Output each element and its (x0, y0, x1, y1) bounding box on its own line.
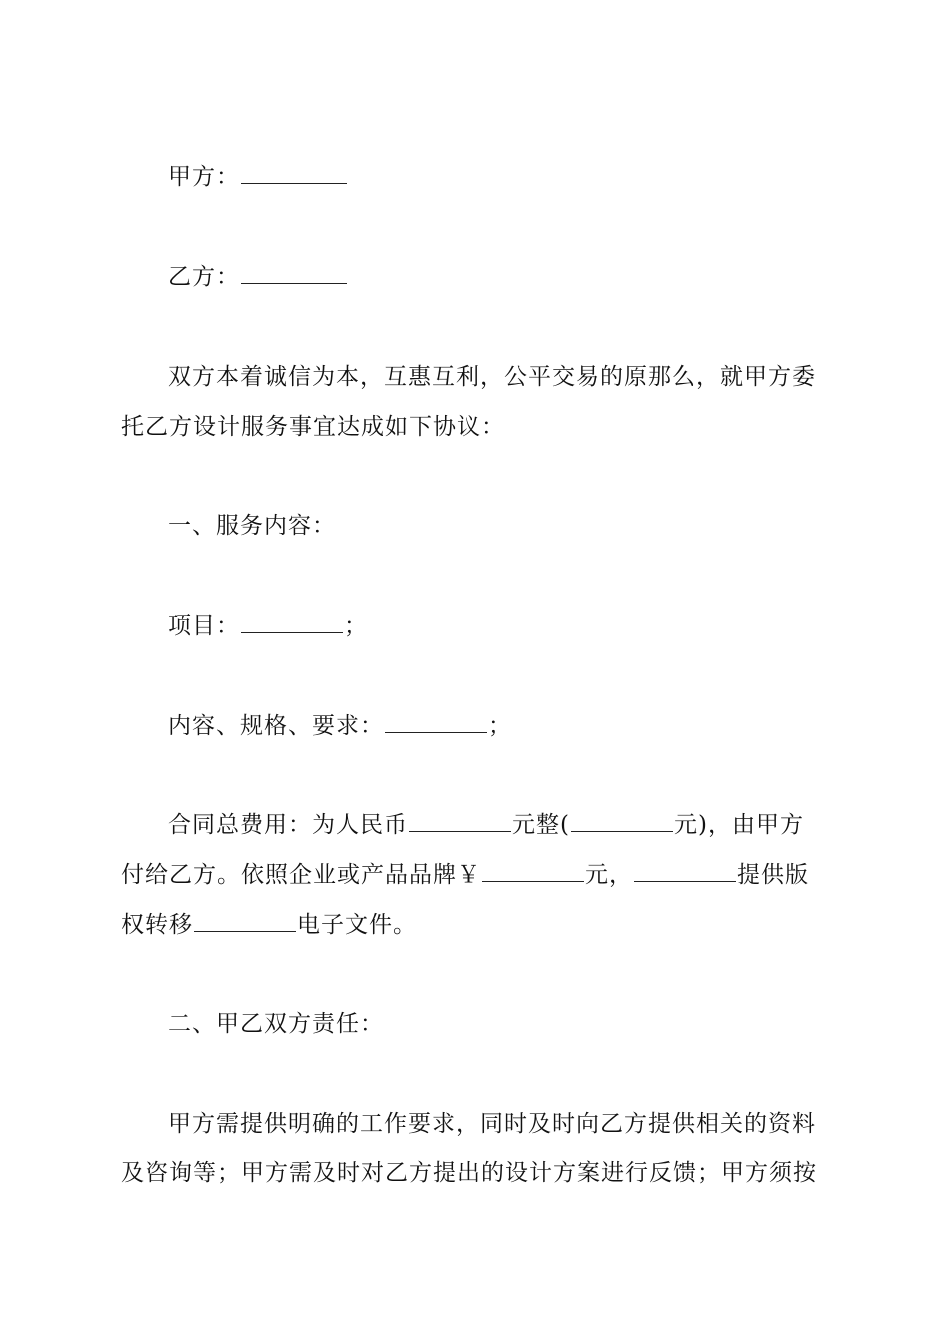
section2-heading: 二、甲乙双方责任： (168, 1011, 384, 1037)
party-a-line (168, 162, 348, 192)
spec-blank[interactable] (385, 712, 487, 733)
section1-heading: 一、服务内容： (168, 513, 336, 539)
provide-blank[interactable] (634, 861, 736, 882)
spec-line (168, 711, 512, 741)
resp-line-2: 及咨询等；甲方需及时对乙方提出的设计方案进行反馈；甲方须按 (121, 1160, 817, 1186)
fee-line2-b: 元， (585, 862, 633, 888)
party-a-label: 甲方： (168, 164, 240, 190)
intro-line-1: 双方本着诚信为本，互惠互利，公平交易的原那么，就甲方委 (168, 364, 816, 390)
fee-line3-b: 电子文件。 (297, 912, 417, 938)
party-b-blank[interactable] (241, 263, 347, 284)
fee-line1-b: 元整( (512, 812, 570, 838)
project-label: 项目： (168, 613, 240, 639)
fee-amount-blank[interactable] (571, 811, 673, 832)
fee-line-3 (121, 910, 417, 940)
party-b-label: 乙方： (168, 264, 240, 290)
spec-end: ； (488, 713, 512, 739)
project-blank[interactable] (241, 612, 343, 633)
project-end: ； (344, 613, 368, 639)
fee-line3-a: 权转移 (121, 912, 193, 938)
party-b-line (168, 262, 348, 292)
party-a-blank[interactable] (241, 163, 347, 184)
fee-line-2 (121, 860, 809, 890)
fee-line-1 (168, 810, 804, 840)
intro-line-2: 托乙方设计服务事宜达成如下协议： (121, 414, 505, 440)
fee-rmb-blank[interactable] (409, 811, 511, 832)
project-line (168, 611, 368, 641)
fee-line1-a: 合同总费用：为人民币 (168, 812, 408, 838)
resp-line-1: 甲方需提供明确的工作要求，同时及时向乙方提供相关的资料 (168, 1111, 816, 1137)
transfer-blank[interactable] (194, 911, 296, 932)
fee-line1-c: 元)，由甲方 (673, 812, 804, 838)
spec-label: 内容、规格、要求： (168, 713, 384, 739)
brand-fee-blank[interactable] (482, 861, 584, 882)
fee-line2-a: 付给乙方。依照企业或产品品牌￥ (121, 862, 481, 888)
fee-line2-c: 提供版 (737, 862, 809, 888)
